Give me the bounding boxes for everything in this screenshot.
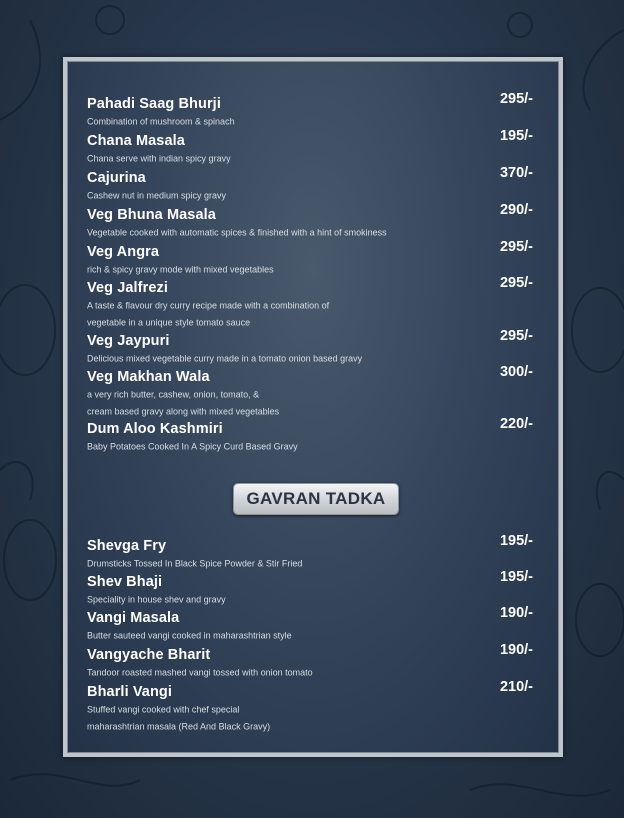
item-name: Vangyache Bharit — [87, 647, 211, 663]
item-name: Veg Angra — [87, 244, 160, 260]
item-description: Drumsticks Tossed In Black Spice Powder & Stir Fried — [87, 558, 303, 569]
item-price: 195/- — [499, 533, 533, 549]
item-price: 190/- — [499, 605, 533, 621]
item-description: Baby Potatoes Cooked In A Spicy Curd Based Gravy — [87, 441, 298, 452]
item-description: Butter sauteed vangi cooked in maharashtrian style — [87, 630, 292, 641]
menu-item — [87, 328, 545, 366]
menu-item — [87, 416, 545, 454]
item-description: A taste & flavour dry curry recipe made with a combination of vegetable in a unique style tomato sauce — [87, 300, 330, 328]
item-price: 195/- — [499, 128, 533, 144]
item-price: 290/- — [499, 202, 533, 218]
item-name: Bharli Vangi — [87, 684, 172, 700]
section-title: GAVRAN TADKA — [246, 489, 386, 508]
item-name: Veg Jaypuri — [87, 333, 170, 349]
item-name: Veg Makhan Wala — [87, 369, 210, 385]
item-description: rich & spicy gravy mode with mixed vegetables — [87, 264, 274, 275]
menu-item — [87, 165, 545, 203]
item-description: Vegetable cooked with automatic spices & finished with a hint of smokiness — [87, 227, 387, 238]
item-name: Shev Bhaji — [87, 574, 163, 590]
item-price: 195/- — [499, 569, 533, 585]
item-description: Delicious mixed vegetable curry made in a tomato onion based gravy — [87, 353, 363, 364]
item-name: Veg Bhuna Masala — [87, 207, 216, 223]
menu-item — [87, 128, 545, 166]
menu-item — [87, 91, 545, 129]
item-name: Cajurina — [87, 170, 146, 186]
item-price: 295/- — [499, 239, 533, 255]
menu-item — [87, 642, 545, 680]
item-description: Combination of mushroom & spinach — [87, 116, 235, 127]
item-price: 295/- — [499, 275, 533, 291]
item-name: Chana Masala — [87, 133, 185, 149]
item-name: Pahadi Saag Bhurji — [87, 96, 221, 112]
item-name: Vangi Masala — [87, 610, 180, 626]
item-description: Chana serve with indian spicy gravy — [87, 153, 231, 164]
item-price: 190/- — [499, 642, 533, 658]
item-price: 300/- — [499, 364, 533, 380]
menu-item — [87, 202, 545, 240]
menu-item — [87, 364, 545, 418]
menu-item — [87, 533, 545, 571]
menu-item — [87, 275, 545, 329]
item-description: a very rich butter, cashew, onion, tomato, & cream based gravy along with mixed vegetables — [87, 389, 280, 417]
item-price: 370/- — [499, 165, 533, 181]
item-price: 295/- — [499, 91, 533, 107]
item-price: 295/- — [499, 328, 533, 344]
menu-item — [87, 239, 545, 277]
item-description: Cashew nut in medium spicy gravy — [87, 190, 227, 201]
item-price: 210/- — [499, 679, 533, 695]
item-price: 220/- — [499, 416, 533, 432]
item-name: Shevga Fry — [87, 538, 167, 554]
item-description: Speciality in house shev and gravy — [87, 594, 226, 605]
item-description: Tandoor roasted mashed vangi tossed with onion tomato — [87, 667, 313, 678]
menu-item — [87, 679, 545, 733]
menu-panel — [63, 57, 563, 757]
item-name: Veg Jalfrezi — [87, 280, 168, 296]
item-name: Dum Aloo Kashmiri — [87, 421, 223, 437]
menu-item — [87, 569, 545, 607]
menu-item — [87, 605, 545, 643]
item-description: Stuffed vangi cooked with chef special maharashtrian masala (Red And Black Gravy) — [87, 704, 271, 732]
section-header-gavran-tadka — [233, 483, 399, 515]
